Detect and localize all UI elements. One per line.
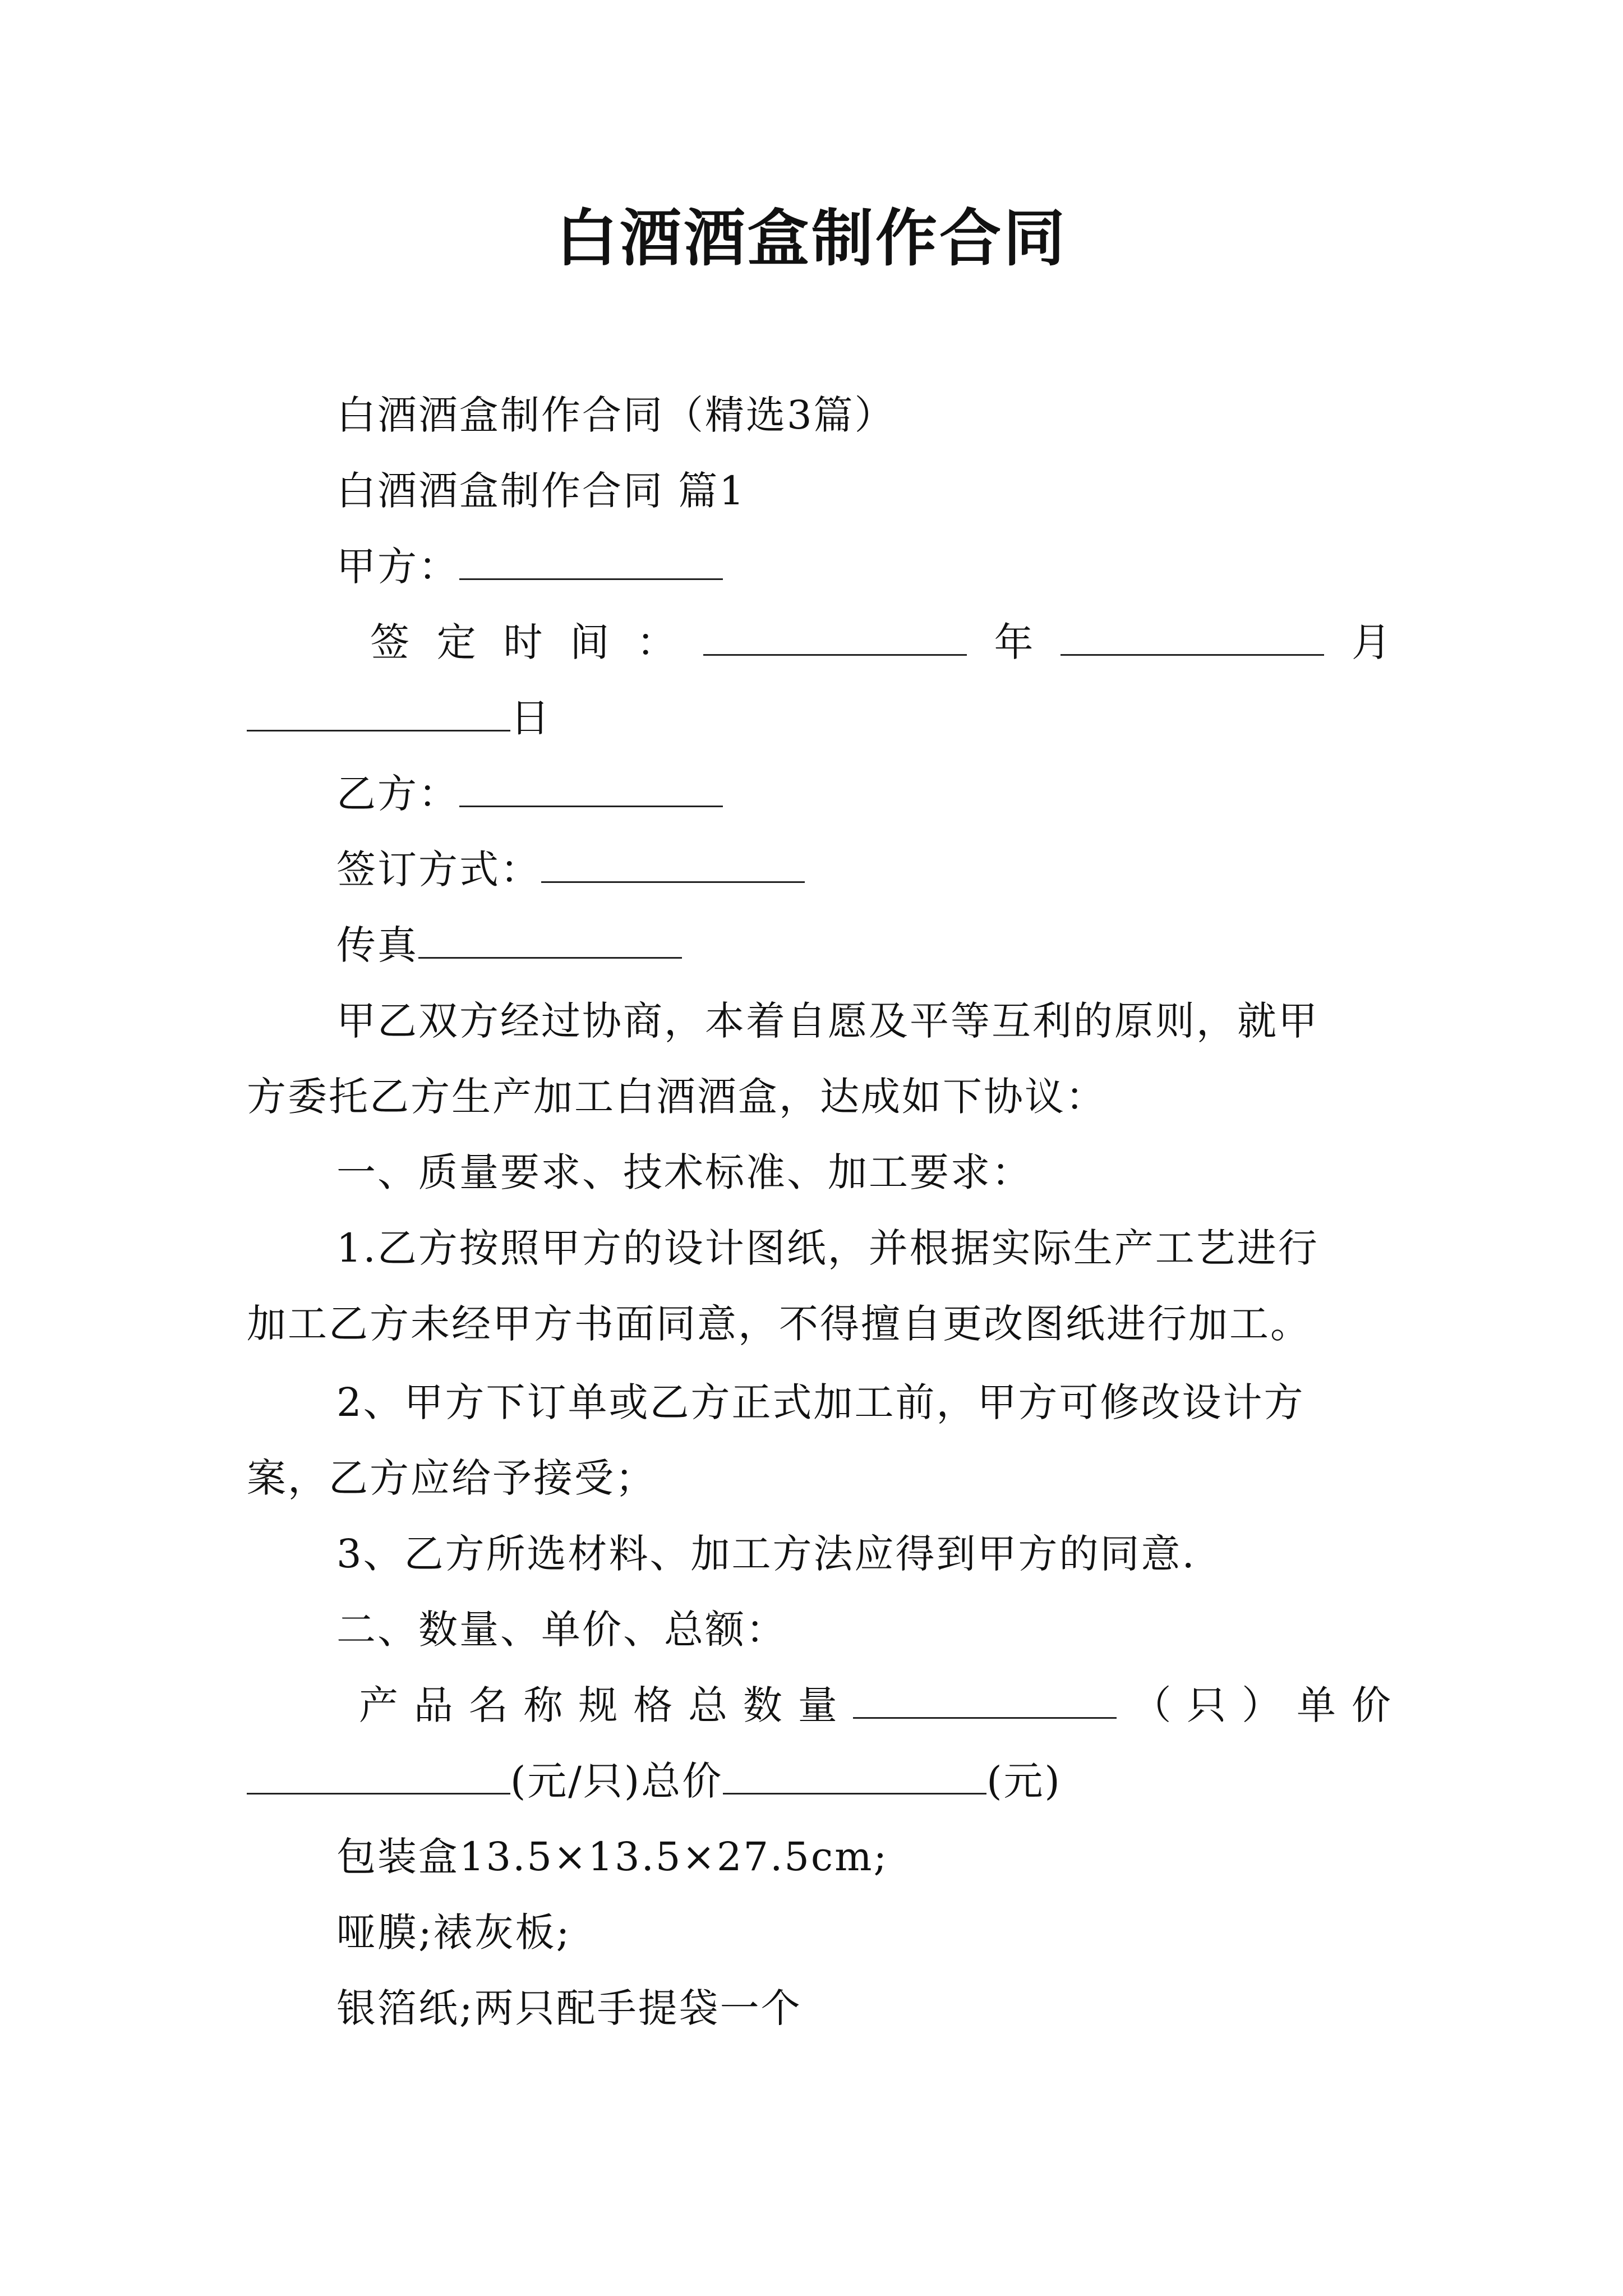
product-char: 名 — [468, 1682, 508, 1728]
day-label: 日 — [510, 695, 551, 741]
unit-char: （ — [1132, 1682, 1172, 1728]
document-title: 白酒酒盒制作合同 — [556, 202, 1067, 274]
clause-1-item-1-line-1: 1.乙方按照甲方的设计图纸，并根据实际生产工艺进行 — [336, 1225, 1319, 1271]
sign-method-label: 签订方式： — [336, 846, 541, 892]
intro-line-1: 甲乙双方经过协商，本着自愿及平等互利的原则，就甲 — [336, 998, 1319, 1044]
total-suffix: (元) — [986, 1758, 1062, 1804]
foil-spec: 银箔纸;两只配手提袋一个 — [336, 1985, 802, 2031]
product-char: 量 — [797, 1682, 837, 1728]
unit-char: 单 — [1296, 1682, 1336, 1728]
unit-char: ） — [1242, 1682, 1281, 1728]
unit-price-label: (元/只)总价 — [510, 1758, 723, 1804]
film-spec: 哑膜;裱灰板; — [336, 1910, 571, 1955]
party-b-label: 乙方： — [336, 771, 459, 817]
sign-method-line — [336, 841, 805, 898]
party-b-blank — [459, 766, 723, 807]
product-char: 品 — [413, 1682, 453, 1728]
clause-1-item-1-line-2: 加工乙方未经甲方书面同意，不得擅自更改图纸进行加工。 — [247, 1301, 1311, 1347]
product-char: 数 — [743, 1682, 782, 1728]
sign-time-line — [370, 614, 1391, 670]
party-a-label: 甲方： — [336, 544, 459, 590]
section-title: 白酒酒盒制作合同 篇1 — [336, 468, 746, 514]
month-label: 月 — [1352, 619, 1391, 665]
unit-price-blank — [247, 1754, 510, 1795]
year-label: 年 — [994, 619, 1034, 665]
product-char: 称 — [523, 1682, 563, 1728]
price-line — [247, 1753, 1062, 1809]
clause-1-item-3: 3、乙方所选材料、加工方法应得到甲方的同意. — [336, 1531, 1196, 1577]
product-char: 总 — [688, 1682, 728, 1728]
sign-day-line — [247, 690, 551, 746]
product-char: 规 — [578, 1682, 618, 1728]
fax-label: 传真 — [336, 922, 418, 968]
sign-time-char: 间 — [570, 619, 610, 665]
unit-char: 价 — [1351, 1682, 1391, 1728]
year-blank — [703, 615, 967, 656]
product-char: 产 — [359, 1682, 398, 1728]
unit-char: 只 — [1187, 1682, 1227, 1728]
total-price-blank — [723, 1754, 986, 1795]
fax-blank — [418, 918, 682, 959]
party-b-line — [336, 766, 723, 822]
sign-time-char: 签 — [370, 619, 409, 665]
sign-time-char: ： — [637, 619, 676, 665]
product-line — [359, 1677, 1391, 1733]
quantity-blank — [853, 1678, 1117, 1719]
party-a-line — [336, 539, 723, 595]
day-blank — [247, 691, 510, 731]
sign-time-char: 时 — [503, 619, 543, 665]
product-char: 格 — [633, 1682, 673, 1728]
box-spec: 包装盒13.5×13.5×27.5cm; — [336, 1834, 889, 1880]
clause-1-item-2-line-1: 2、甲方下订单或乙方正式加工前，甲方可修改设计方 — [336, 1379, 1305, 1425]
party-a-blank — [459, 539, 723, 580]
month-blank — [1061, 615, 1324, 656]
sign-method-blank — [541, 842, 805, 883]
sign-time-char: 定 — [436, 619, 476, 665]
clause-1-heading: 一、质量要求、技术标准、加工要求： — [336, 1149, 1032, 1195]
fax-line — [336, 917, 682, 973]
clause-1-item-2-line-2: 案，乙方应给予接受； — [247, 1455, 656, 1501]
clause-2-heading: 二、数量、单价、总额： — [336, 1607, 787, 1653]
intro-line-2: 方委托乙方生产加工白酒酒盒，达成如下协议： — [247, 1074, 1106, 1120]
document-subtitle: 白酒酒盒制作合同（精选3篇） — [336, 392, 896, 438]
